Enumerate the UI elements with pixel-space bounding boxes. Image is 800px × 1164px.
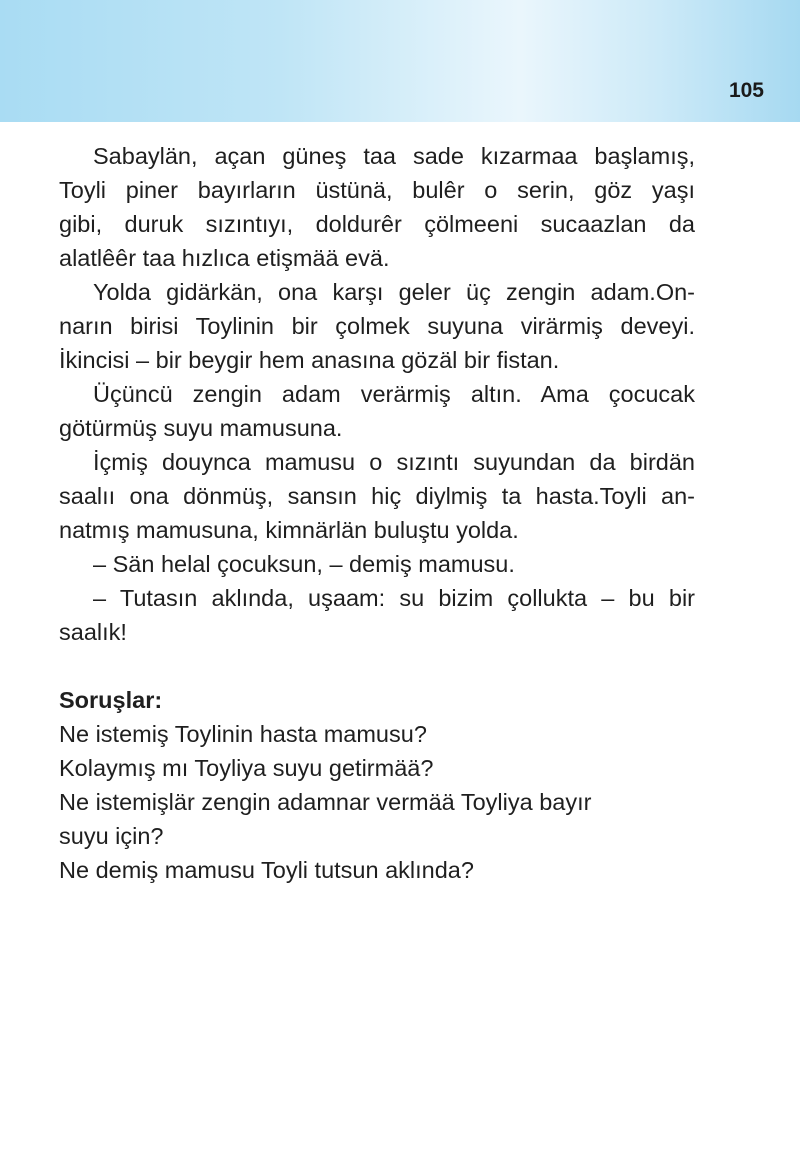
question-item: Ne istemişlär zengin adamnar vermää Toyliya bayır [59,789,592,815]
text-line: İçmiş douynca mamusu o sızıntı suyundan da birdän [93,449,695,475]
text-line: İkincisi – bir beygir hem anasına gözäl bir fistan. [59,347,560,373]
story-paragraph-4 [59,445,695,547]
text-line: Yolda gidärkän, ona karşı geler üç zengin adam.On- [93,279,695,305]
page-content [59,139,695,887]
story-paragraph-2 [59,275,695,377]
question-item: Ne istemiş Toylinin hasta mamusu? [59,721,427,747]
text-line: saalıı ona dönmüş, sansın hiç diylmiş ta hasta.Toyli an- [59,483,695,509]
text-line: – Tutasın aklında, uşaam: su bizim çollukta – bu bir [93,585,695,611]
story-paragraph-1 [59,139,695,275]
text-line: Üçüncü zengin adam verärmiş altın. Ama çocucak [93,381,695,407]
text-line: gibi, duruk sızıntıyı, doldurêr çölmeeni sucaazlan da [59,211,695,237]
text-line: saalık! [59,619,127,645]
page-number: 105 [728,79,764,102]
text-line: narın birisi Toylinin bir çolmek suyuna virärmiş deveyi. [59,313,695,339]
text-line: natmış mamusuna, kimnärlän buluştu yolda. [59,517,519,543]
text-line: götürmüş suyu mamusuna. [59,415,343,441]
text-line: Toyli piner bayırların üstünä, bulêr o serin, göz yaşı [59,177,695,203]
story-paragraph-3 [59,377,695,445]
questions-title: Soruşlar: [59,687,163,713]
question-item: Ne demiş mamusu Toyli tutsun aklında? [59,857,474,883]
text-line: alatlêêr taa hızlıca etişmää evä. [59,245,390,271]
story-paragraph-6 [59,581,695,649]
question-item: Kolaymış mı Toyliya suyu getirmää? [59,755,434,781]
text-line: – Sän helal çocuksun, – demiş mamusu. [93,551,515,577]
question-item: suyu için? [59,823,164,849]
story-paragraph-5 [59,547,695,581]
text-line: Sabaylän, açan güneş taa sade kızarmaa başlamış, [93,143,695,169]
header-band [0,0,800,122]
questions-section [59,683,695,887]
